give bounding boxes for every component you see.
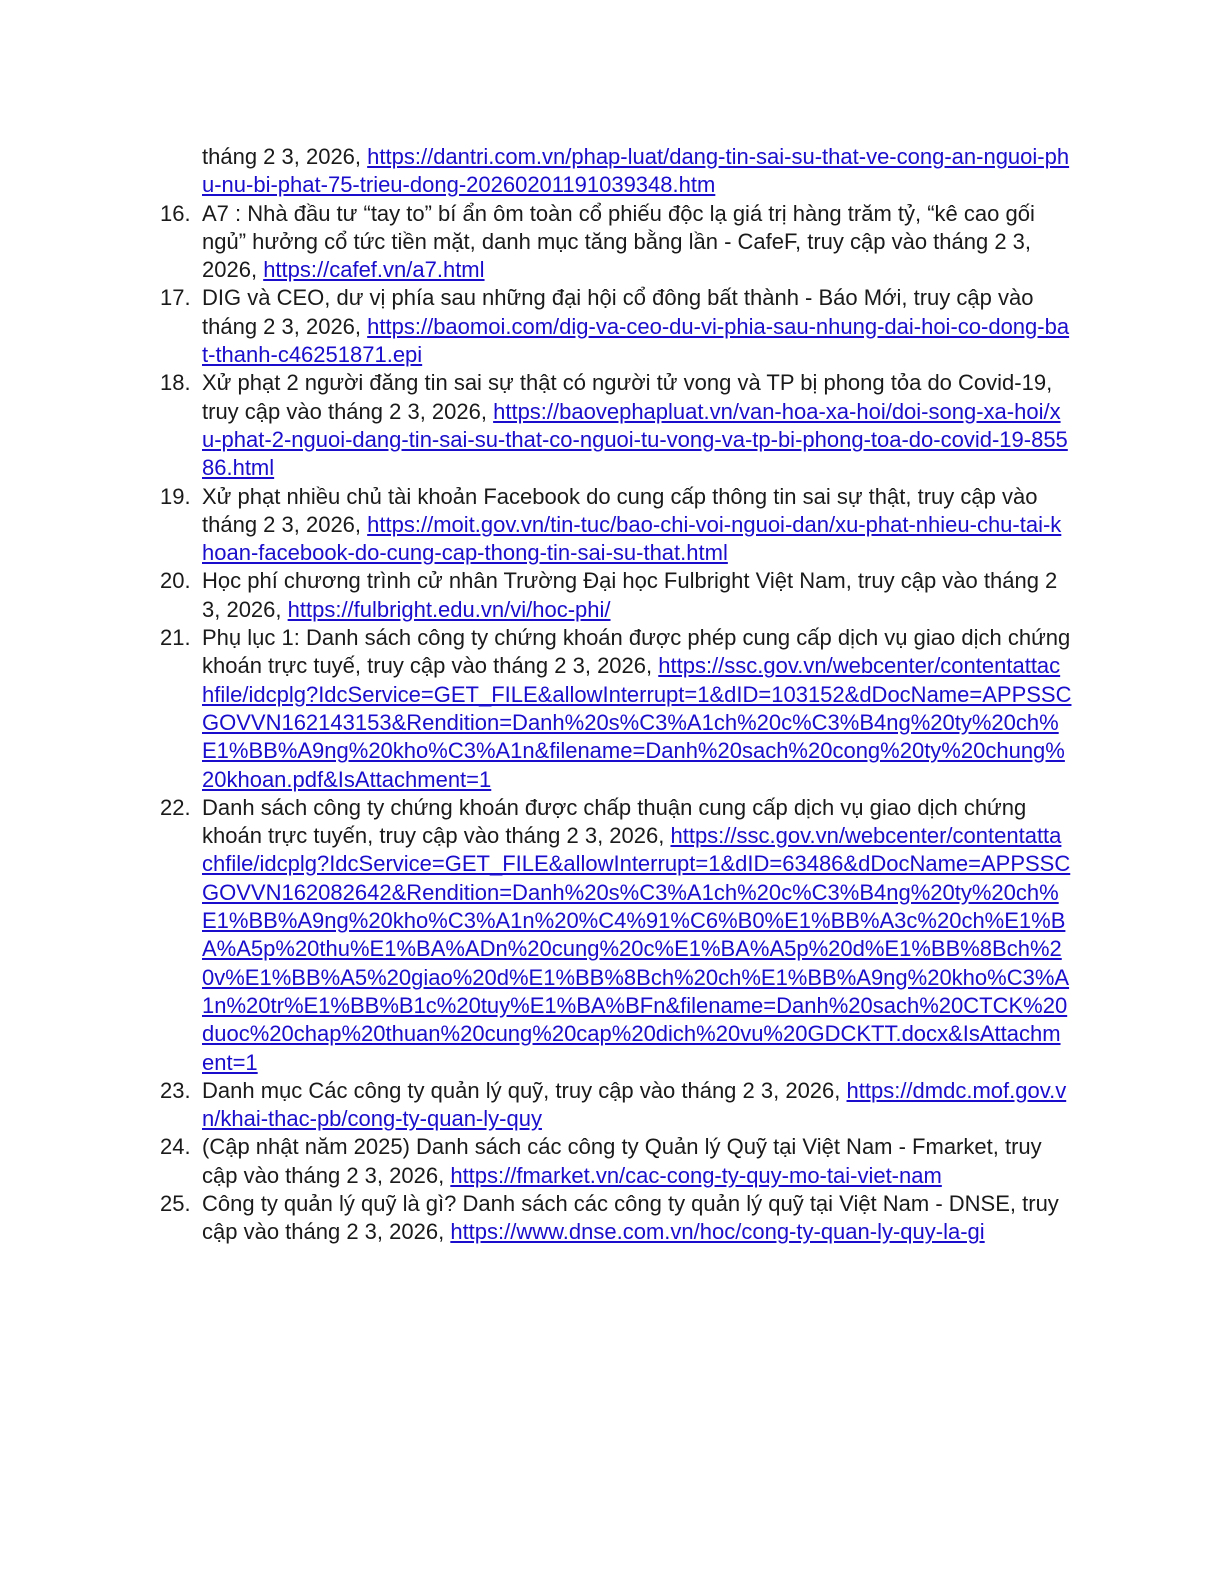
reference-item-22 bbox=[160, 794, 1072, 1077]
reference-number: 18. bbox=[160, 370, 191, 396]
reference-item-25 bbox=[160, 1190, 1072, 1247]
reference-number: 23. bbox=[160, 1077, 191, 1103]
reference-link[interactable]: https://fmarket.vn/cac-cong-ty-quy-mo-tai-viet-nam bbox=[450, 1162, 942, 1188]
reference-item-17 bbox=[160, 284, 1072, 369]
reference-link[interactable]: https://ssc.gov.vn/webcenter/contentattachfile/idcplg?IdcService=GET_FILE&allowInterrupt=1&dID=63486&dDocName=APPSSCGOVVN162082642&Rendition=Danh%20s%C3%A1ch%20c%C3%B4ng%20ty%20ch%E1%BB%A9ng%20kho%C3%A1n%20%C4%91%C6%B0%E1%BB%A3c%20ch%E1%BA%A5p%20thu%E1%BA%ADn%20cung%20c%E1%BA%A5p%20d%E1%BB%8Bch%20v%E1%BB%A5%20giao%20d%E1%BB%8Bch%20ch%E1%BB%A9ng%20kho%C3%A1n%20tr%E1%BB%B1c%20tuy%E1%BA%BFn&filename=Danh%20sach%20CTCK%20duoc%20chap%20thuan%20cung%20cap%20dich%20vu%20GDCKTT.docx&IsAttachment=1 bbox=[202, 823, 1071, 1075]
reference-item-20 bbox=[160, 567, 1072, 624]
reference-item-24 bbox=[160, 1133, 1072, 1190]
reference-number: 22. bbox=[160, 794, 191, 820]
reference-text: Xử phạt nhiều chủ tài khoản Facebook do cung cấp thông tin sai sự thật, truy cập vào tháng 2 3, 2026, bbox=[202, 483, 1038, 537]
reference-text: A7 : Nhà đầu tư “tay to” bí ẩn ôm toàn cổ phiếu độc lạ giá trị hàng trăm tỷ, “kê cao gối ngủ” hưởng cổ tức tiền mặt, danh mục tăng bằng lần - CafeF, truy cập vào tháng 2 3, 2026, bbox=[202, 200, 1035, 283]
reference-text: Xử phạt 2 người đăng tin sai sự thật có người tử vong và TP bị phong tỏa do Covid-19, truy cập vào tháng 2 3, 2026, bbox=[202, 370, 1053, 424]
reference-number: 20. bbox=[160, 568, 191, 594]
reference-text: Danh mục Các công ty quản lý quỹ, truy cập vào tháng 2 3, 2026, bbox=[202, 1077, 841, 1103]
reference-link[interactable]: https://dmdc.mof.gov.vn/khai-thac-pb/cong-ty-quan-ly-quy bbox=[202, 1077, 1067, 1132]
reference-link[interactable]: https://www.dnse.com.vn/hoc/cong-ty-quan-ly-quy-la-gi bbox=[450, 1219, 985, 1245]
reference-link[interactable]: https://cafef.vn/a7.html bbox=[263, 257, 485, 283]
reference-link[interactable]: https://dantri.com.vn/phap-luat/dang-tin-sai-su-that-ve-cong-an-nguoi-phu-nu-bi-phat-75-trieu-dong-20260201191039348.htm bbox=[202, 144, 1070, 198]
reference-text: tháng 2 3, 2026, bbox=[202, 144, 362, 169]
reference-number: 19. bbox=[160, 483, 191, 509]
reference-item-19 bbox=[160, 483, 1072, 568]
reference-link[interactable]: https://moit.gov.vn/tin-tuc/bao-chi-voi-nguoi-dan/xu-phat-nhieu-chu-tai-khoan-facebook-do-cung-cap-thong-tin-sai-su-that.html bbox=[202, 511, 1062, 566]
reference-link[interactable]: https://baomoi.com/dig-va-ceo-du-vi-phia-sau-nhung-dai-hoi-co-dong-bat-thanh-c46251871.epi bbox=[202, 313, 1070, 368]
reference-text: DIG và CEO, dư vị phía sau những đại hội cổ đông bất thành - Báo Mới, truy cập vào tháng 2 3, 2026, bbox=[202, 285, 1034, 339]
reference-number: 25. bbox=[160, 1190, 191, 1216]
reference-text: (Cập nhật năm 2025) Danh sách các công ty Quản lý Quỹ tại Việt Nam - Fmarket, truy cập vào tháng 2 3, 2026, bbox=[202, 1134, 1042, 1188]
reference-item-18 bbox=[160, 369, 1072, 482]
reference-continuation bbox=[202, 143, 1072, 200]
reference-text: Danh sách công ty chứng khoán được chấp thuận cung cấp dịch vụ giao dịch chứng khoán trực tuyến, truy cập vào tháng 2 3, 2026, bbox=[202, 794, 1027, 849]
reference-number: 21. bbox=[160, 625, 191, 651]
reference-item-23 bbox=[160, 1077, 1072, 1134]
reference-item-16 bbox=[160, 200, 1072, 285]
reference-list bbox=[160, 143, 1072, 1247]
reference-text: Công ty quản lý quỹ là gì? Danh sách các công ty quản lý quỹ tại Việt Nam - DNSE, truy cập vào tháng 2 3, 2026, bbox=[202, 1190, 1059, 1245]
reference-link[interactable]: https://fulbright.edu.vn/vi/hoc-phi/ bbox=[287, 596, 611, 622]
reference-text: Phụ lục 1: Danh sách công ty chứng khoán được phép cung cấp dịch vụ giao dịch chứng khoán trực tuyế, truy cập vào tháng 2 3, 2026, bbox=[202, 625, 1071, 679]
reference-text: Học phí chương trình cử nhân Trường Đại học Fulbright Việt Nam, truy cập vào tháng 2 3, 2026, bbox=[202, 568, 1058, 622]
reference-number: 24. bbox=[160, 1134, 191, 1160]
reference-link[interactable]: https://baovephapluat.vn/van-hoa-xa-hoi/doi-song-xa-hoi/xu-phat-2-nguoi-dang-tin-sai-su-that-co-nguoi-tu-vong-va-tp-bi-phong-toa-do-covid-19-85586.html bbox=[202, 398, 1068, 481]
reference-item-21 bbox=[160, 624, 1072, 794]
reference-number: 17. bbox=[160, 285, 191, 311]
reference-link[interactable]: https://ssc.gov.vn/webcenter/contentattachfile/idcplg?IdcService=GET_FILE&allowInterrupt=1&dID=103152&dDocName=APPSSCGOVVN162143153&Rendition=Danh%20s%C3%A1ch%20c%C3%B4ng%20ty%20ch%E1%BB%A9ng%20kho%C3%A1n&filename=Danh%20sach%20cong%20ty%20chung%20khoan.pdf&IsAttachment=1 bbox=[202, 653, 1072, 792]
reference-number: 16. bbox=[160, 200, 191, 226]
